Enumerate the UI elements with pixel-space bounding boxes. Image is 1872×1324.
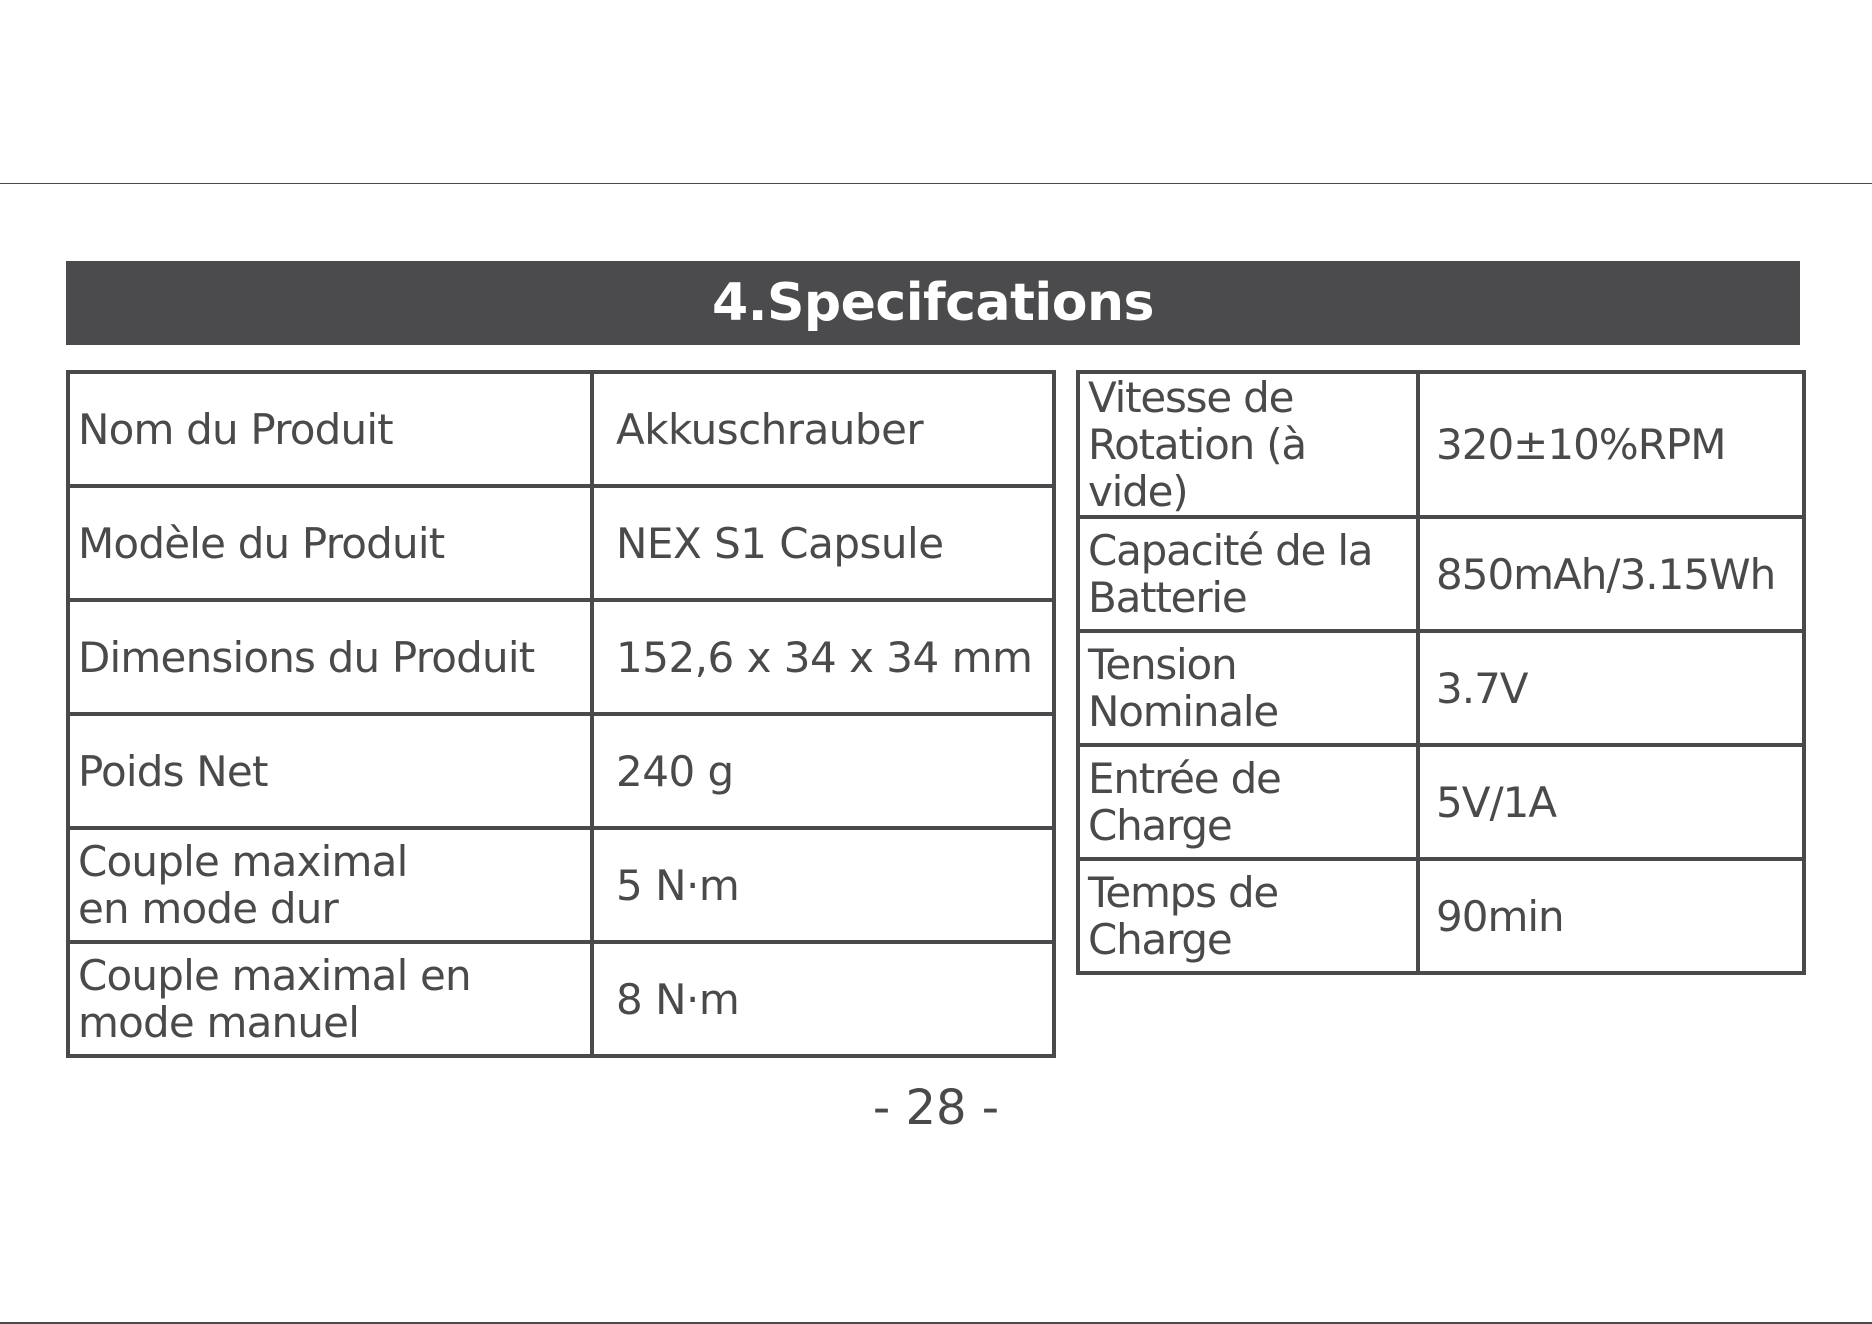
spec-value: 5 N·m (616, 860, 740, 910)
table-row (68, 828, 1054, 942)
spec-label-cell (1078, 517, 1418, 631)
spec-value: 3.7V (1436, 663, 1528, 713)
spec-value: 5V/1A (1436, 777, 1557, 827)
table-row (68, 486, 1054, 600)
spec-value: 152,6 x 34 x 34 mm (616, 632, 1033, 682)
spec-label: Temps de Charge (1088, 868, 1279, 964)
table-row (68, 714, 1054, 828)
spec-value-cell (1418, 631, 1804, 745)
spec-value-cell (1418, 372, 1804, 517)
spec-label: Poids Net (78, 746, 268, 796)
spec-value-cell (1418, 517, 1804, 631)
section-title-bar (66, 261, 1800, 345)
spec-value: 240 g (616, 746, 734, 796)
table-row (68, 372, 1054, 486)
spec-value-cell (592, 828, 1054, 942)
spec-label: Couple maximal en mode manuel (78, 951, 471, 1047)
section-title: 4.Specifcations (712, 273, 1154, 333)
spec-label-cell (1078, 859, 1418, 973)
table-row (1078, 859, 1804, 973)
spec-value: 850mAh/3.15Wh (1436, 549, 1776, 599)
spec-label: Couple maximal en mode dur (78, 837, 408, 933)
table-row (1078, 517, 1804, 631)
table-row (1078, 372, 1804, 517)
page-number: - 28 - (872, 1080, 1000, 1136)
spec-label: Nom du Produit (78, 404, 393, 454)
spec-value-cell (592, 600, 1054, 714)
spec-value: 8 N·m (616, 974, 740, 1024)
table-row (68, 600, 1054, 714)
spec-value: Akkuschrauber (616, 404, 924, 454)
spec-value: 320±10%RPM (1436, 420, 1726, 469)
spec-label-cell (68, 828, 592, 942)
spec-label-cell (1078, 745, 1418, 859)
spec-value: 90min (1436, 891, 1564, 941)
table-row (1078, 631, 1804, 745)
spec-table-right (1076, 370, 1806, 975)
spec-label: Capacité de la Batterie (1088, 526, 1373, 622)
spec-label-cell (68, 600, 592, 714)
spec-label: Modèle du Produit (78, 518, 445, 568)
spec-label-cell (68, 714, 592, 828)
spec-value-cell (1418, 745, 1804, 859)
table-row (68, 942, 1054, 1056)
header-divider (0, 183, 1872, 184)
spec-label: Vitesse de Rotation (à vide) (1088, 373, 1306, 516)
spec-label-cell (68, 372, 592, 486)
spec-label-cell (1078, 631, 1418, 745)
spec-value-cell (1418, 859, 1804, 973)
spec-label: Tension Nominale (1088, 640, 1278, 736)
spec-value-cell (592, 372, 1054, 486)
spec-label-cell (68, 942, 592, 1056)
spec-label-cell (68, 486, 592, 600)
spec-label: Dimensions du Produit (78, 632, 535, 682)
spec-value-cell (592, 486, 1054, 600)
spec-label: Entrée de Charge (1088, 754, 1281, 850)
spec-label-cell (1078, 372, 1418, 517)
table-row (1078, 745, 1804, 859)
spec-table-left (66, 370, 1056, 1058)
spec-value: NEX S1 Capsule (616, 518, 944, 568)
spec-value-cell (592, 714, 1054, 828)
spec-value-cell (592, 942, 1054, 1056)
